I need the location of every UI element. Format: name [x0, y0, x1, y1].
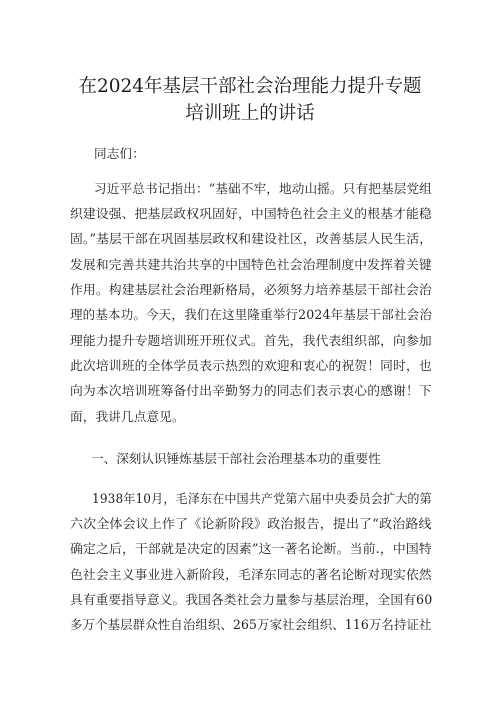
paragraph-line: 色社会主义事业进入新阶段，毛泽东同志的著名论断对现实依然	[70, 567, 432, 582]
paragraph-line: 理的基本功。今天，我们在这里隆重举行2024年基层干部社会治	[70, 307, 432, 322]
paragraph-line: 作用。构建基层社会治理新格局，必须努力培养基层干部社会治	[70, 282, 432, 297]
paragraph-line: 此次培训班的全体学员表示热烈的欢迎和衷心的祝贺！同时，也	[70, 358, 432, 373]
paragraph-line: 织建设强、把基层政权巩固好，中国特色社会主义的根基才能稳	[70, 206, 432, 221]
paragraph-line: 向为本次培训班筹备付出辛勤努力的同志们表示衷心的感谢！下	[70, 383, 432, 398]
paragraph-line: 发展和完善共建共治共享的中国特色社会治理制度中发挥着关键	[70, 257, 432, 272]
document-title-line-2: 培训班上的讲话	[185, 103, 315, 124]
section-heading-1: 一、深刻认识锤炼基层干部社会治理基本功的重要性	[91, 451, 381, 466]
paragraph-line: 面，我讲几点意见。	[70, 409, 185, 424]
salutation: 同志们：	[94, 146, 145, 161]
paragraph-line: 理能力提升专题培训班开班仪式。首先，我代表组织部，向参加	[70, 333, 432, 348]
paragraph-line: 1938年10月，毛泽东在中国共产党第六届中央委员会扩大的第	[92, 491, 432, 506]
paragraph-line: 固。”基层干部在巩固基层政权和建设社区，改善基层人民生活，	[70, 231, 433, 246]
paragraph-line: 确定之后，干部就是决定的因素”这一著名论断。当前.，中国特	[70, 541, 432, 556]
paragraph-line: 多万个基层群众性自治组织、265万家社会组织、116万名持证社	[70, 617, 432, 632]
paragraph-line: 习近平总书记指出：“基础不牢，地动山摇。只有把基层党组	[94, 181, 432, 196]
paragraph-line: 具有重要指导意义。我国各类社会力量参与基层治理，全国有60	[70, 592, 433, 607]
paragraph-line: 六次全体会议上作了《论新阶段》政治报告，提出了“政治路线	[70, 516, 432, 531]
document-title-line-1: 在2024年基层干部社会治理能力提升专题	[78, 76, 422, 97]
